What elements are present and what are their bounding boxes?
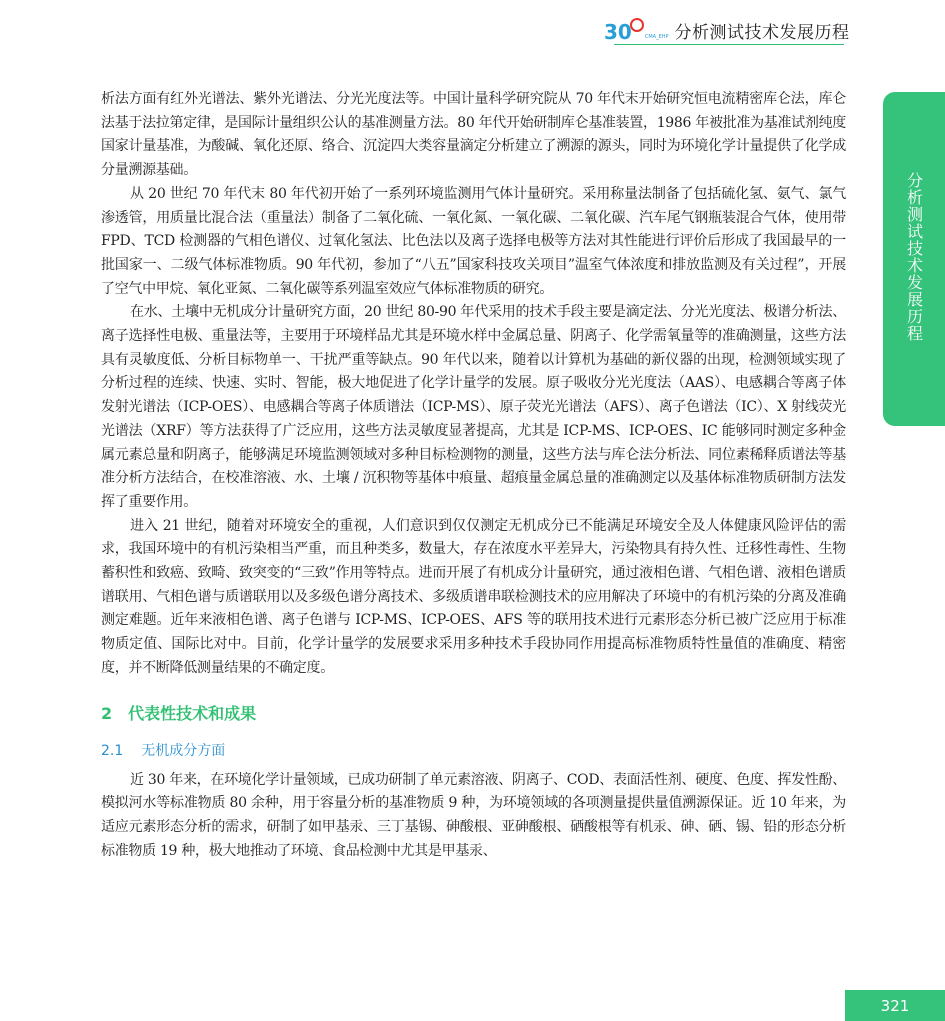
paragraph-1: 析法方面有红外光谱法、紫外光谱法、分光光度法等。中国计量科学研究院从 70 年代末开始研究恒电流精密库仑法，库仑法基于法拉第定律，是国际计量组织公认的基准测量方法。80 年代开始研制库仑基准装置，1986 年被批准为基准试剂纯度国家计量基准，为酸碱、氧化还原、络合、沉淀四大类容量滴定分析建立了溯源的源头，同时为环境化学计量提供了化学成分量溯源基础。 [101,91,846,179]
page-number-box [845,990,945,1021]
paragraph-4: 进入 21 世纪，随着对环境安全的重视，人们意识到仅仅测定无机成分已不能满足环境安全及人体健康风险评估的需求，我国环境中的有机污染相当严重，而且种类多，数量大，存在浓度水平差异大，污染物具有持久性、迁移性毒性、生物蓄积性和致癌、致畸、致突变的“三致”作用等特点。进而开展了有机成分计量研究，通过液相色谱、气相色谱、液相色谱质谱联用、气相色谱与质谱联用以及多级色谱分离技术、多级质谱串联检测技术的应用解决了环境中的有机污染的分离及准确测定难题。近年来液相色谱、离子色谱与 ICP-MS、ICP-OES、AFS 等的联用技术进行元素形态分析已被广泛应用于标准物质定值、国际比对中。目前，化学计量学的发展要求采用多种技术手段协同作用提高标准物质特性量值的准确度、精密度，并不断降低测量结果的不确定度。 [101,517,846,676]
section-title: 代表性技术和成果 [128,703,257,723]
section-number: 2 [101,703,113,723]
section-heading [101,701,846,727]
logo-number: 30 [604,20,632,44]
paragraph-3: 在水、土壤中无机成分计量研究方面，20 世纪 80-90 年代采用的技术手段主要是滴定法、分光光度法、极谱分析法、离子选择性电极、重量法等，主要用于环境样品尤其是环境水样中金属总量、阴离子、化学需氧量等的准确测量，这些方法具有灵敏度低、分析目标物单一、干扰严重等缺点。90 年代以来，随着以计算机为基础的新仪器的出现，检测领域实现了分析过程的连续、快速、实时、智能，极大地促进了化学计量学的发展。原子吸收分光光度法（AAS）、电感耦合等离子体发射光谱法（ICP-OES）、电感耦合等离子体质谱法（ICP-MS）、原子荧光光谱法（AFS）、离子色谱法（IC）、X 射线荧光光谱法（XRF）等方法获得了广泛应用，这些方法灵敏度显著提高，尤其是 ICP-MS、ICP-OES、IC 能够同时测定多种金属元素总量和阴离子，能够满足环境监测领域对多种目标检测物的测量，这些方法与库仑法分析法、同位素稀释质谱法等基准分析方法结合，在校准溶液、水、土壤 / 沉积物等基体中痕量、超痕量金属总量的准确测定以及基体标准物质研制方法发挥了重要作用。 [101,304,846,510]
logo-ring-icon [630,18,644,32]
side-tab-label: 分析测试技术发展历程 [904,172,924,342]
subsection-number: 2.1 [101,742,124,759]
chapter-side-tab [883,92,945,426]
body-text [101,88,846,863]
running-header [604,14,850,46]
subsection-title: 无机成分方面 [141,742,226,759]
header-title: 分析测试技术发展历程 [674,22,850,43]
page-number: 321 [880,996,910,1015]
paragraph-5: 近 30 年来，在环境化学计量领域，已成功研制了单元素溶液、阴离子、COD、表面活性剂、硬度、色度、挥发性酚、模拟河水等标准物质 80 余种，用于容量分析的基准物质 9 种，为环境领域的各项测量提供量值溯源保证。近 10 年来，为适应元素形态分析的需求，研制了如甲基汞、三丁基锡、砷酸根、亚砷酸根、硒酸根等有机汞、砷、硒、锡、铅的形态分析标准物质 19 种，极大地推动了环境、食品检测中尤其是甲基汞、 [101,771,846,859]
subsection-heading [101,740,846,762]
header-divider [614,44,844,45]
paragraph-2: 从 20 世纪 70 年代末 80 年代初开始了一系列环境监测用气体计量研究。采用称量法制备了包括硫化氢、氨气、氯气渗透管，用质量比混合法（重量法）制备了二氧化硫、一氧化氮、一氧化碳、二氧化碳、汽车尾气钢瓶装混合气体，使用带 FPD、TCD 检测器的气相色谱仪、过氧化氢法、比色法以及离子选择电极等方法对其性能进行评价后形成了我国最早的一批国家一、二级气体标准物质。90 年代初，参加了“八五”国家科技攻关项目”温室气体浓度和排放监测及有关过程”，开展了空气中甲烷、氧化亚氮、二氧化碳等系列温室效应气体标准物质的研究。 [101,185,846,297]
anniversary-logo [604,18,669,42]
logo-subtext: CMA_EHP [644,34,669,40]
